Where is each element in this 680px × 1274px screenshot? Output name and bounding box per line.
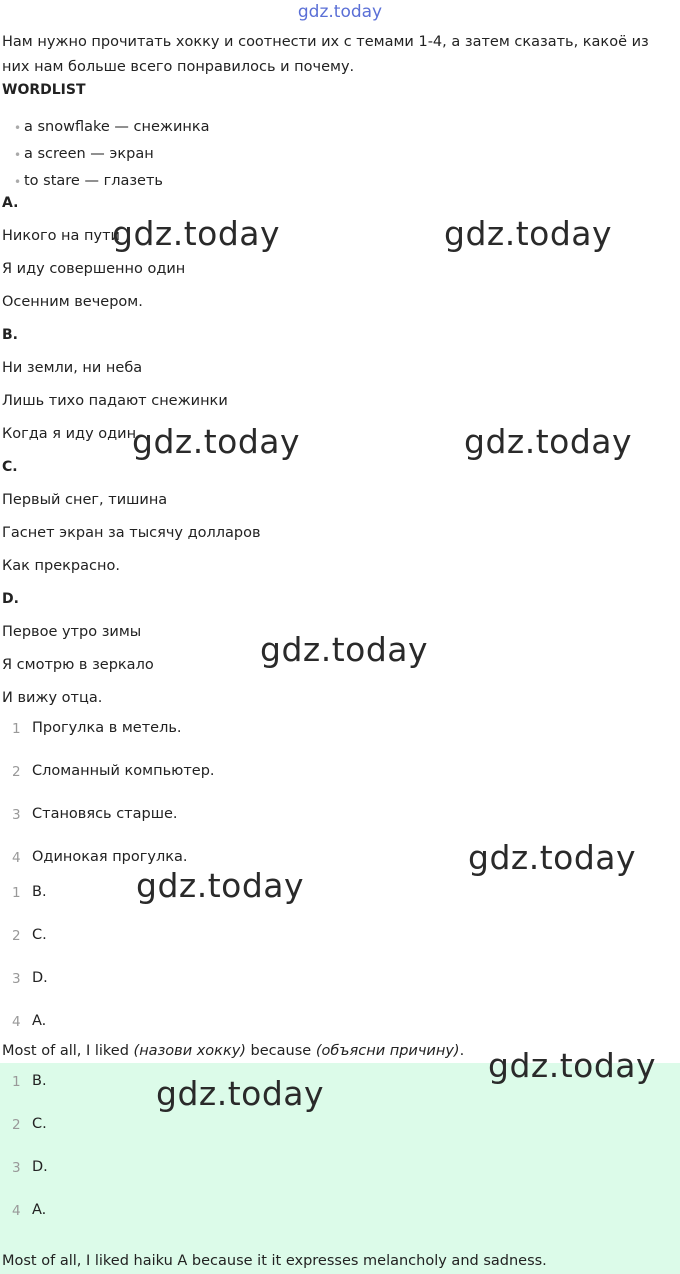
wordlist-item: to stare — глазеть xyxy=(24,173,163,189)
list-number: 4 xyxy=(12,850,21,866)
solution-answer: D. xyxy=(32,1159,48,1175)
list-number: 4 xyxy=(12,1014,21,1030)
answer-item: B. xyxy=(32,884,47,900)
haiku-line: Когда я иду один. xyxy=(2,426,141,442)
list-number: 1 xyxy=(12,721,21,737)
haiku-line: Осенним вечером. xyxy=(2,294,143,310)
list-number: 2 xyxy=(12,928,21,944)
watermark: gdz.today xyxy=(136,866,305,905)
haiku-line: Я смотрю в зеркало xyxy=(2,657,154,673)
answer-item: A. xyxy=(32,1013,47,1029)
list-number: 1 xyxy=(12,1074,21,1090)
theme-item: Сломанный компьютер. xyxy=(32,763,215,779)
haiku-line: Лишь тихо падают снежинки xyxy=(2,393,228,409)
haiku-line: Никого на пути xyxy=(2,228,120,244)
haiku-line: И вижу отца. xyxy=(2,690,103,706)
theme-item: Прогулка в метель. xyxy=(32,720,182,736)
list-number: 1 xyxy=(12,885,21,901)
solution-answer: C. xyxy=(32,1116,47,1132)
haiku-label: A. xyxy=(2,195,19,211)
solution-answer: A. xyxy=(32,1202,47,1218)
answer-item: D. xyxy=(32,970,48,986)
list-number: 2 xyxy=(12,1117,21,1133)
list-number: 3 xyxy=(12,807,21,823)
haiku-line: Ни земли, ни неба xyxy=(2,360,143,376)
haiku-label: D. xyxy=(2,591,19,607)
wordlist-item: a snowflake — снежинка xyxy=(24,119,210,135)
haiku-line: Первое утро зимы xyxy=(2,624,142,640)
watermark: gdz.today xyxy=(444,214,613,253)
list-number: 3 xyxy=(12,971,21,987)
haiku-line: Я иду совершенно один xyxy=(2,261,186,277)
bullet-icon: • xyxy=(14,175,22,189)
list-number: 2 xyxy=(12,764,21,780)
solution-box xyxy=(0,1063,680,1274)
watermark: gdz.today xyxy=(488,1046,657,1085)
wordlist-item: a screen — экран xyxy=(24,146,154,162)
list-number: 4 xyxy=(12,1203,21,1219)
solution-answer: B. xyxy=(32,1073,47,1089)
list-number: 3 xyxy=(12,1160,21,1176)
haiku-label: B. xyxy=(2,327,18,343)
watermark: gdz.today xyxy=(156,1074,325,1113)
wordlist-heading: WORDLIST xyxy=(2,82,86,98)
watermark: gdz.today xyxy=(112,214,281,253)
solution-final-sentence: Most of all, I liked haiku A because it it expresses melancholy and sadness. xyxy=(2,1253,547,1269)
intro-text: Нам нужно прочитать хокку и соотнести их с темами 1-4, а затем сказать, какоё из них нам больше всего понравилось и почему. xyxy=(2,34,649,75)
theme-item: Становясь старше. xyxy=(32,806,178,822)
theme-item: Одинокая прогулка. xyxy=(32,849,188,865)
haiku-line: Гаснет экран за тысячу долларов xyxy=(2,525,261,541)
watermark: gdz.today xyxy=(260,630,429,669)
watermark: gdz.today xyxy=(468,838,637,877)
haiku-label: C. xyxy=(2,459,18,475)
site-logo[interactable]: gdz.today xyxy=(297,2,383,22)
watermark: gdz.today xyxy=(132,422,301,461)
haiku-line: Первый снег, тишина xyxy=(2,492,168,508)
bullet-icon: • xyxy=(14,121,22,135)
bullet-icon: • xyxy=(14,148,22,162)
template-sentence: Most of all, I liked (назови хокку) because (объясни причину). xyxy=(2,1043,465,1059)
answer-item: C. xyxy=(32,927,47,943)
haiku-line: Как прекрасно. xyxy=(2,558,120,574)
watermark: gdz.today xyxy=(464,422,633,461)
